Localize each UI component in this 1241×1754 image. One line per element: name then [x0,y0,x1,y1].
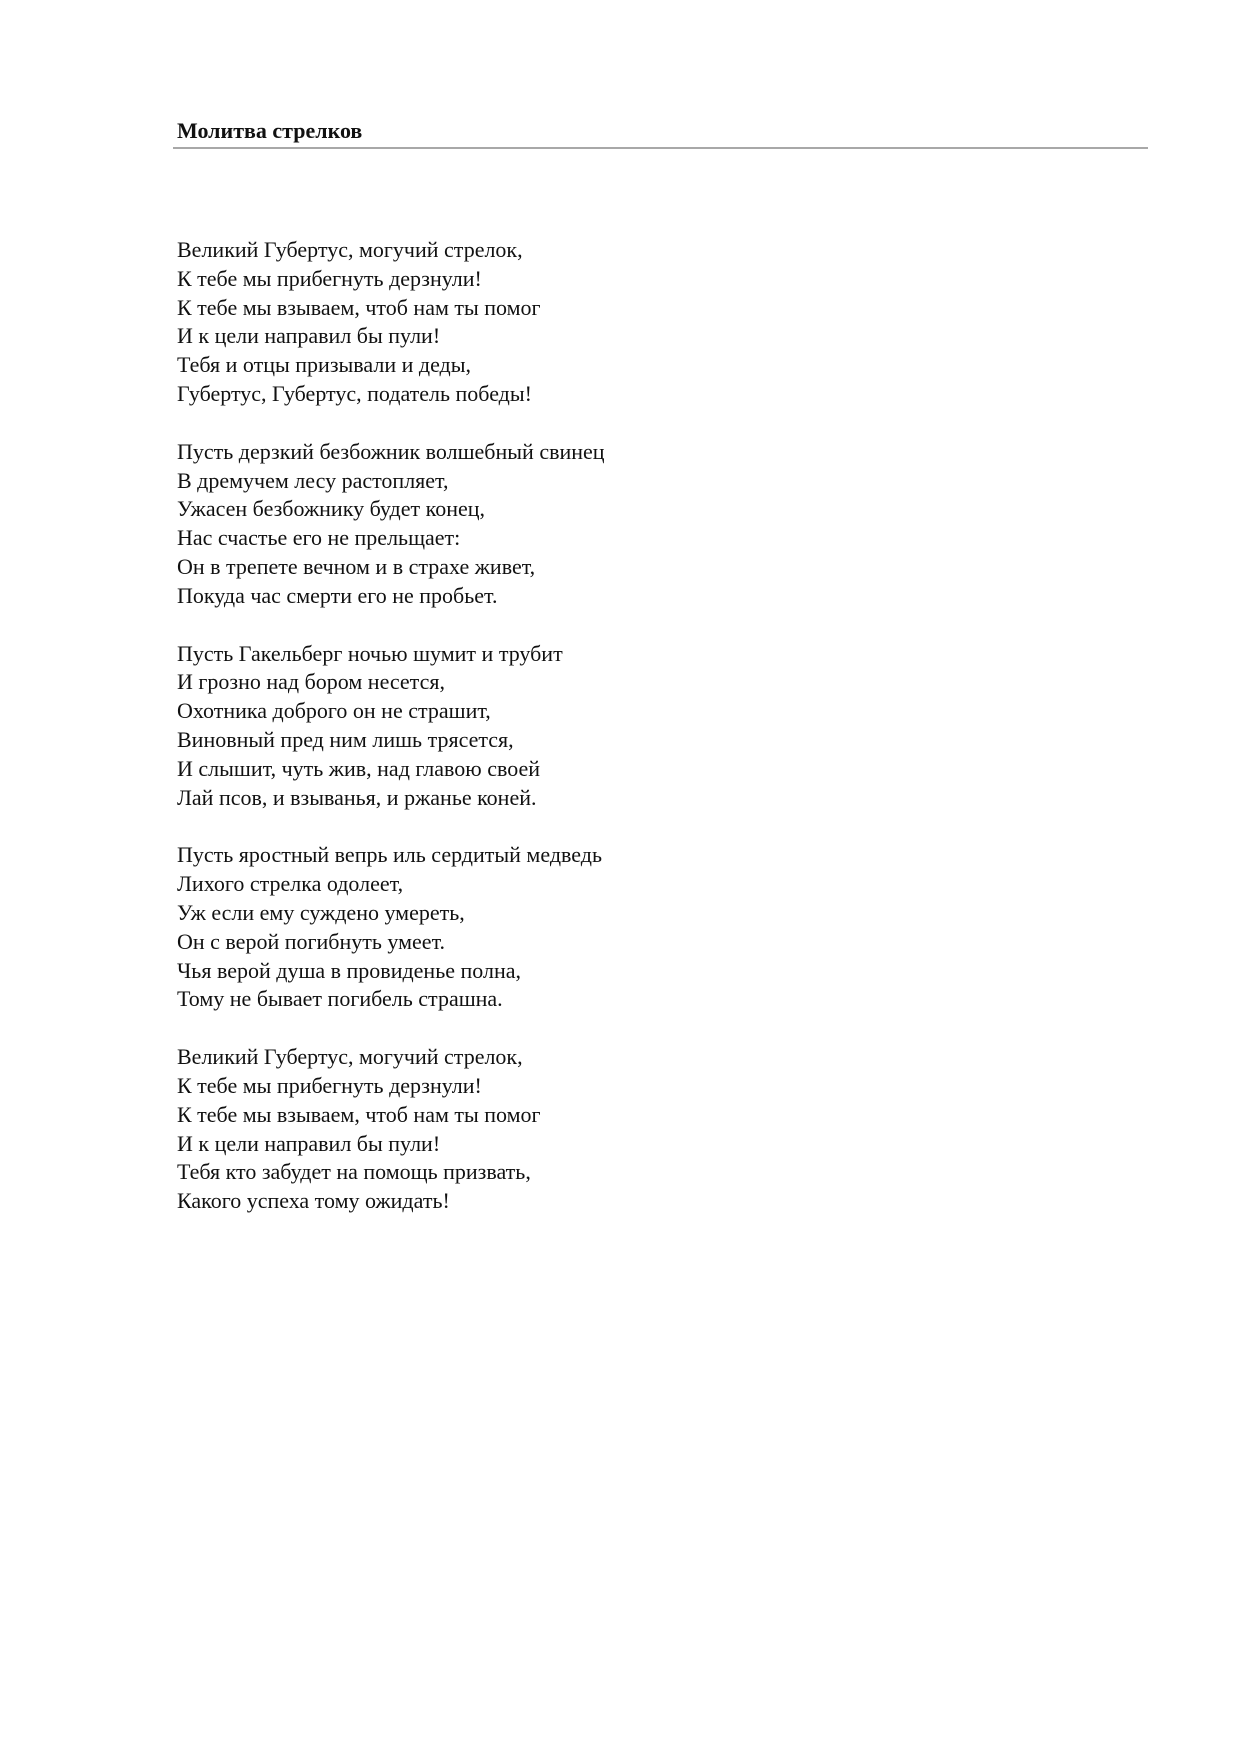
poem-line: Губертус, Губертус, податель победы! [177,380,532,406]
poem-line: И слышит, чуть жив, над главою своей [177,755,541,781]
poem-line: Лай псов, и взыванья, и ржанье коней. [177,784,537,810]
poem-line: Ужасен безбожнику будет конец, [177,496,485,522]
poem-line: Он в трепете вечном и в страхе живет, [177,553,536,579]
poem-line: Великий Губертус, могучий стрелок, [177,1044,523,1070]
poem-line: Тому не бывает погибель страшна. [177,986,503,1012]
poem-line: Пусть яростный вепрь иль сердитый медведь [177,842,602,868]
stanza-5 [177,1043,1077,1216]
poem-line: Тебя и отцы призывали и деды, [177,352,472,378]
poem-line: Уж если ему суждено умереть, [177,899,465,925]
poem-line: Пусть дерзкий безбожник волшебный свинец [177,438,605,464]
poem-line: Покуда час смерти его не пробьет. [177,582,498,608]
poem-line: И грозно над бором несется, [177,669,445,695]
stanza-1 [177,236,1077,409]
poem-line: К тебе мы взываем, чтоб нам ты помог [177,294,541,320]
poem-body [177,236,1077,1245]
poem-line: Тебя кто забудет на помощь призвать, [177,1159,531,1185]
poem-line: К тебе мы прибегнуть дерзнули! [177,1072,482,1098]
poem-line: Он с верой погибнуть умеет. [177,928,446,954]
poem-line: Охотника доброго он не страшит, [177,698,491,724]
poem-line: К тебе мы прибегнуть дерзнули! [177,265,482,291]
poem-line: Виновный пред ним лишь трясется, [177,726,514,752]
poem-line: К тебе мы взываем, чтоб нам ты помог [177,1101,541,1127]
poem-line: Лихого стрелка одолеет, [177,871,404,897]
stanza-3 [177,640,1077,813]
poem-line: И к цели направил бы пули! [177,1130,441,1156]
poem-line: Великий Губертус, могучий стрелок, [177,237,523,262]
poem-line: Чья верой душа в провиденье полна, [177,957,521,983]
poem-line: Какого успеха тому ожидать! [177,1188,450,1214]
poem-line: В дремучем лесу растопляет, [177,467,449,493]
document-title: Молитва стрелков [177,118,363,143]
stanza-4 [177,841,1077,1014]
poem-line: Нас счастье его не прельщает: [177,525,461,551]
poem-line: И к цели направил бы пули! [177,323,441,349]
stanza-2 [177,438,1077,611]
title-rule [173,118,1148,149]
poem-line: Пусть Гакельберг ночью шумит и трубит [177,640,563,666]
